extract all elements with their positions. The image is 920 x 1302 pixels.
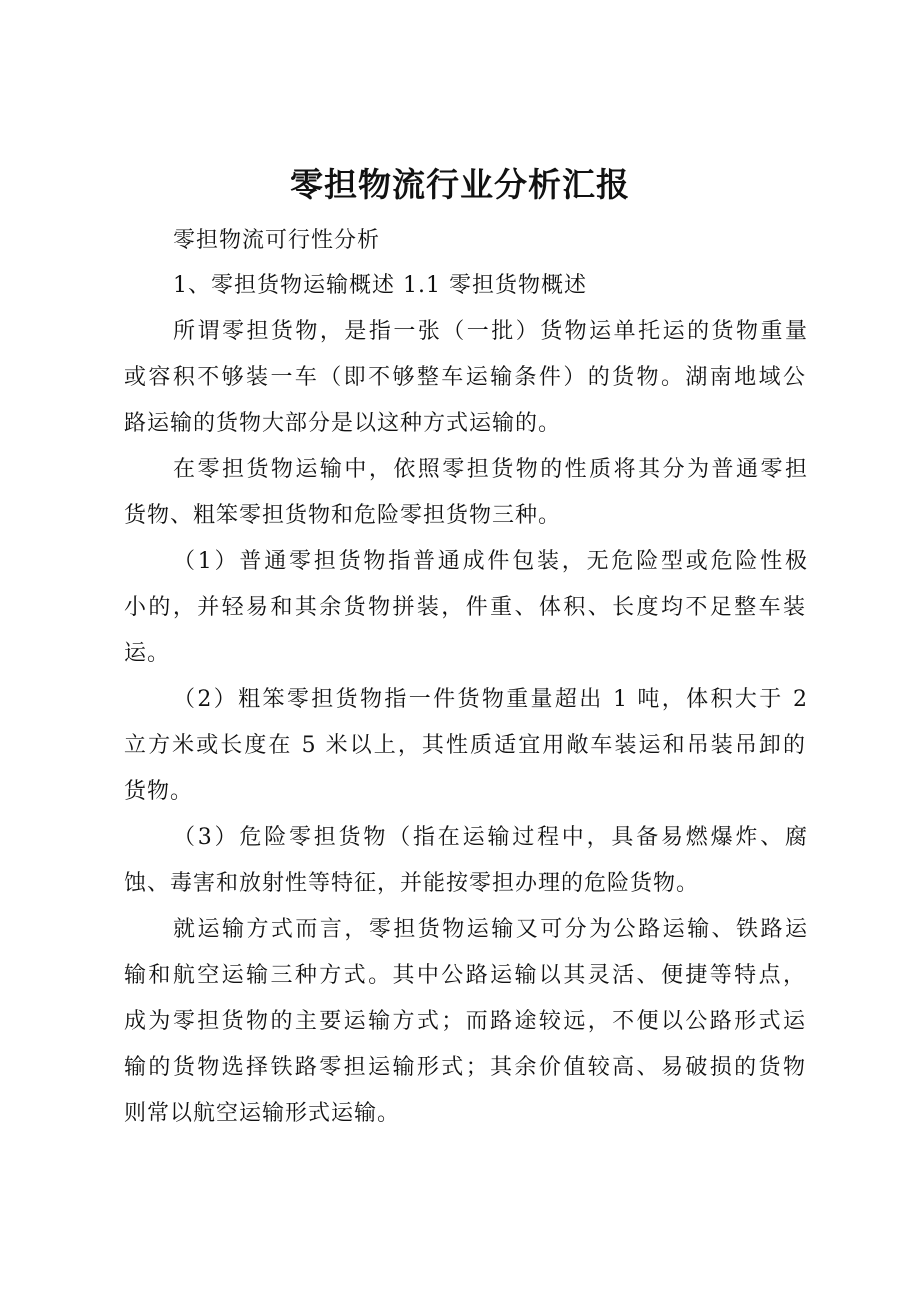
paragraph-line: 输和航空运输三种方式。其中公路运输以其灵活、便捷等特点， [124, 963, 806, 988]
paragraph-line: 蚀、毒害和放射性等特征，并能按零担办理的危险货物。 [124, 871, 700, 896]
paragraph-line: 输的货物选择铁路零担运输形式；其余价值较高、易破损的货物 [124, 1055, 806, 1080]
document-title: 零担物流行业分析汇报 [290, 165, 630, 204]
section-heading: 零担物流可行性分析 [173, 228, 381, 253]
paragraph-line: 就运输方式而言，零担货物运输又可分为公路运输、铁路运 [173, 917, 808, 942]
paragraph-line: 则常以航空运输形式运输。 [124, 1101, 401, 1126]
subsection-heading: 1、零担货物运输概述 1.1 零担货物概述 [173, 273, 587, 298]
paragraph-line: 运。 [124, 641, 171, 666]
paragraph-line: 在零担货物运输中，依照零担货物的性质将其分为普通零担 [173, 457, 808, 482]
paragraph-line: 成为零担货物的主要运输方式；而路途较远，不便以公路形式运 [124, 1009, 806, 1034]
paragraph-line: 货物、粗笨零担货物和危险零担货物三种。 [124, 503, 562, 528]
paragraph-line: （2）粗笨零担货物指一件货物重量超出 1 吨，体积大于 2 [173, 687, 808, 712]
paragraph-line: 路运输的货物大部分是以这种方式运输的。 [124, 411, 562, 436]
paragraph-line: 小的，并轻易和其余货物拼装，件重、体积、长度均不足整车装 [124, 595, 806, 620]
paragraph-line: 或容积不够装一车（即不够整车运输条件）的货物。湖南地域公 [124, 365, 806, 390]
paragraph-line: （1）普通零担货物指普通成件包装，无危险型或危险性极 [173, 549, 808, 574]
paragraph-line: 货物。 [124, 779, 194, 804]
paragraph-line: （3）危险零担货物（指在运输过程中，具备易燃爆炸、腐 [173, 825, 808, 850]
paragraph-line: 立方米或长度在 5 米以上，其性质适宜用敞车装运和吊装吊卸的 [124, 733, 806, 758]
paragraph-line: 所谓零担货物，是指一张（一批）货物运单托运的货物重量 [173, 319, 808, 344]
